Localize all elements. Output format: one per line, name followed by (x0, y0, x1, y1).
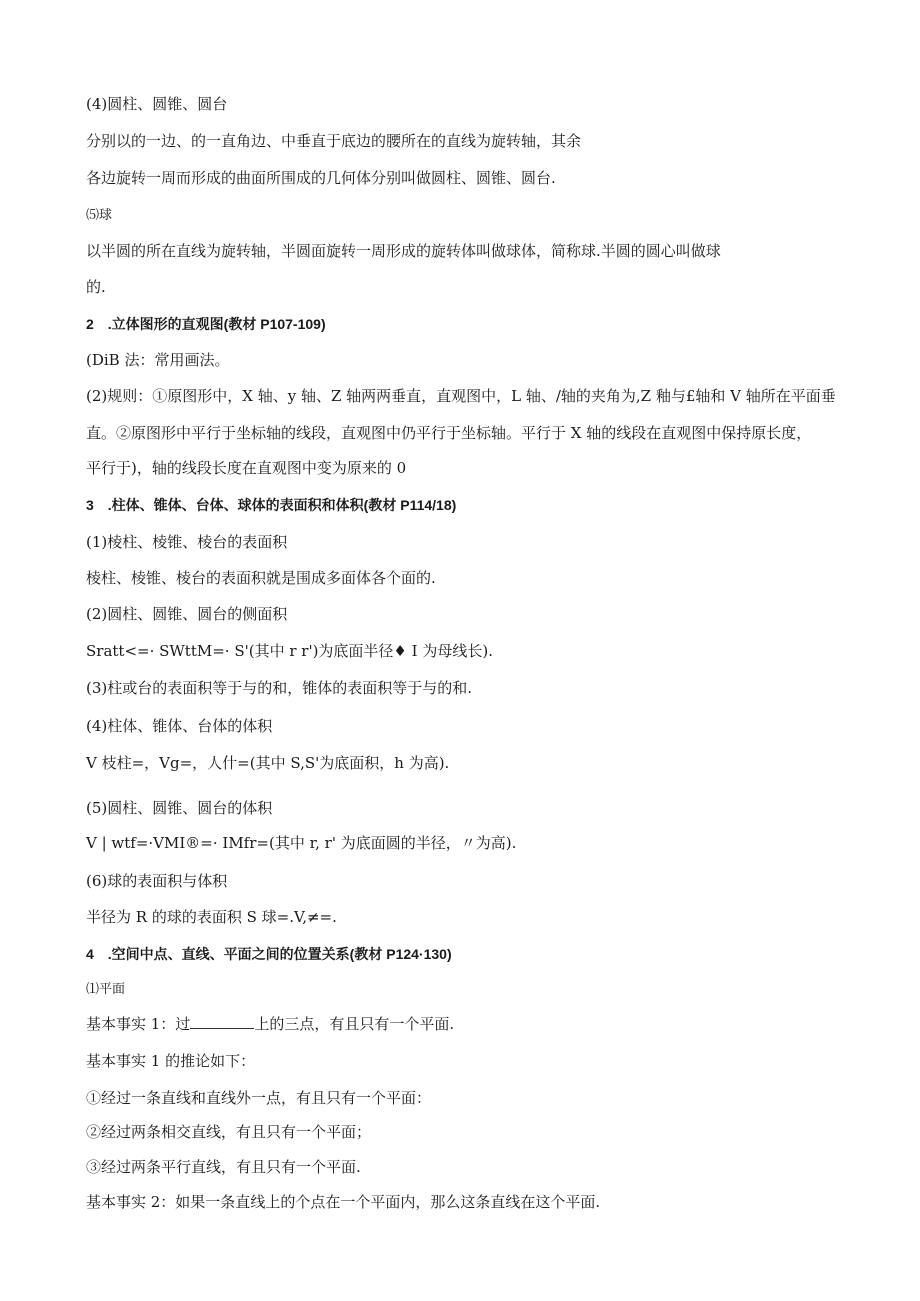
basic-fact-1-prefix: 基本事实 1：过 (86, 1015, 191, 1033)
heading-lateral-area: (2)圆柱、圆锥、圆台的侧面积 (86, 605, 288, 623)
corollary-2: ②经过两条相交直线，有且只有一个平面； (86, 1123, 372, 1141)
heading-volume: (4)柱体、锥体、台体的体积 (86, 717, 273, 735)
paragraph-basic-fact-2: 基本事实 2：如果一条直线上的个点在一个平面内，那么这条直线在这个平面. (86, 1193, 601, 1211)
heading-sphere: ⑸球 (86, 208, 113, 223)
paragraph-rules-1: (2)规则：①原图形中，X 轴、y 轴、Z 轴两两垂直，直观图中，L 轴、/轴的夹角为,Z 釉与£轴和 V 轴所在平面垂 (86, 387, 836, 405)
paragraph-prism-surface: 棱柱、棱锥、棱台的表面积就是围成多面体各个面的. (86, 569, 436, 587)
formula-lateral-area: Sratt<=· SWttM=· S'(其中 r r')为底面半径♦ I 为母线长). (86, 642, 493, 660)
paragraph-sphere-definition: 以半圆的所在直线为旋转轴，半圆面旋转一周形成的旋转体叫做球体，简称球.半圆的圆心叫做球 (86, 242, 721, 260)
heading-sphere-surface-volume: (6)球的表面积与体积 (86, 872, 228, 890)
fill-in-blank (190, 1014, 254, 1029)
section-heading-4: 4 .空间中点、直线、平面之间的位置关系(教材 P124·130) (86, 946, 452, 962)
paragraph-basic-fact-1 (86, 1014, 880, 1034)
paragraph-rules-2: 直。②原图形中平行于坐标轴的线段，直观图中仍平行于坐标轴。平行于 X 轴的线段在直观图中保持原长度， (86, 424, 812, 442)
paragraph-rules-3: 平行于)，轴的线段长度在直观图中变为原来的 0 (86, 459, 407, 477)
heading-prism-surface: (1)棱柱、棱锥、棱台的表面积 (86, 533, 288, 551)
paragraph-rotation-surface: 各边旋转一周而形成的曲面所围成的几何体分别叫做圆柱、圆锥、圆台. (86, 169, 556, 187)
section-heading-2: 2 .立体图形的直观图(教材 P107-109) (86, 316, 326, 332)
formula-sphere-surface: 半径为 R 的球的表面积 S 球=.V,≠=. (86, 908, 337, 926)
paragraph-rotation-axis: 分别以的一边、的一直角边、中垂直于底边的腰所在的直线为旋转轴，其余 (86, 132, 582, 150)
heading-frustum: (4)圆柱、圆锥、圆台 (86, 95, 228, 113)
heading-plane: ⑴平面 (86, 982, 126, 997)
basic-fact-1-suffix: 上的三点，有且只有一个平面. (254, 1015, 455, 1033)
corollary-3: ③经过两条平行直线，有且只有一个平面. (86, 1158, 361, 1176)
formula-volume: V 枝柱=，Vg=，人什=(其中 S,S'为底面积，h 为高). (86, 754, 450, 772)
paragraph-surface-sum: (3)柱或台的表面积等于与的和，锥体的表面积等于与的和. (86, 679, 473, 697)
paragraph-corollary-intro: 基本事实 1 的推论如下： (86, 1052, 256, 1070)
paragraph-drawing-method: (DiB 法：常用画法。 (86, 351, 230, 369)
section-heading-3: 3 .柱体、锥体、台体、球体的表面积和体积(教材 P114/18) (86, 497, 457, 513)
corollary-1: ①经过一条直线和直线外一点，有且只有一个平面： (86, 1089, 432, 1107)
paragraph-sphere-center: 的. (86, 278, 106, 296)
heading-cylinder-volume: (5)圆柱、圆锥、圆台的体积 (86, 799, 273, 817)
formula-cylinder-volume: V | wtf=·VMI®=· IMfr=(其中 r, r' 为底面圆的半径，〃为高). (86, 834, 517, 852)
